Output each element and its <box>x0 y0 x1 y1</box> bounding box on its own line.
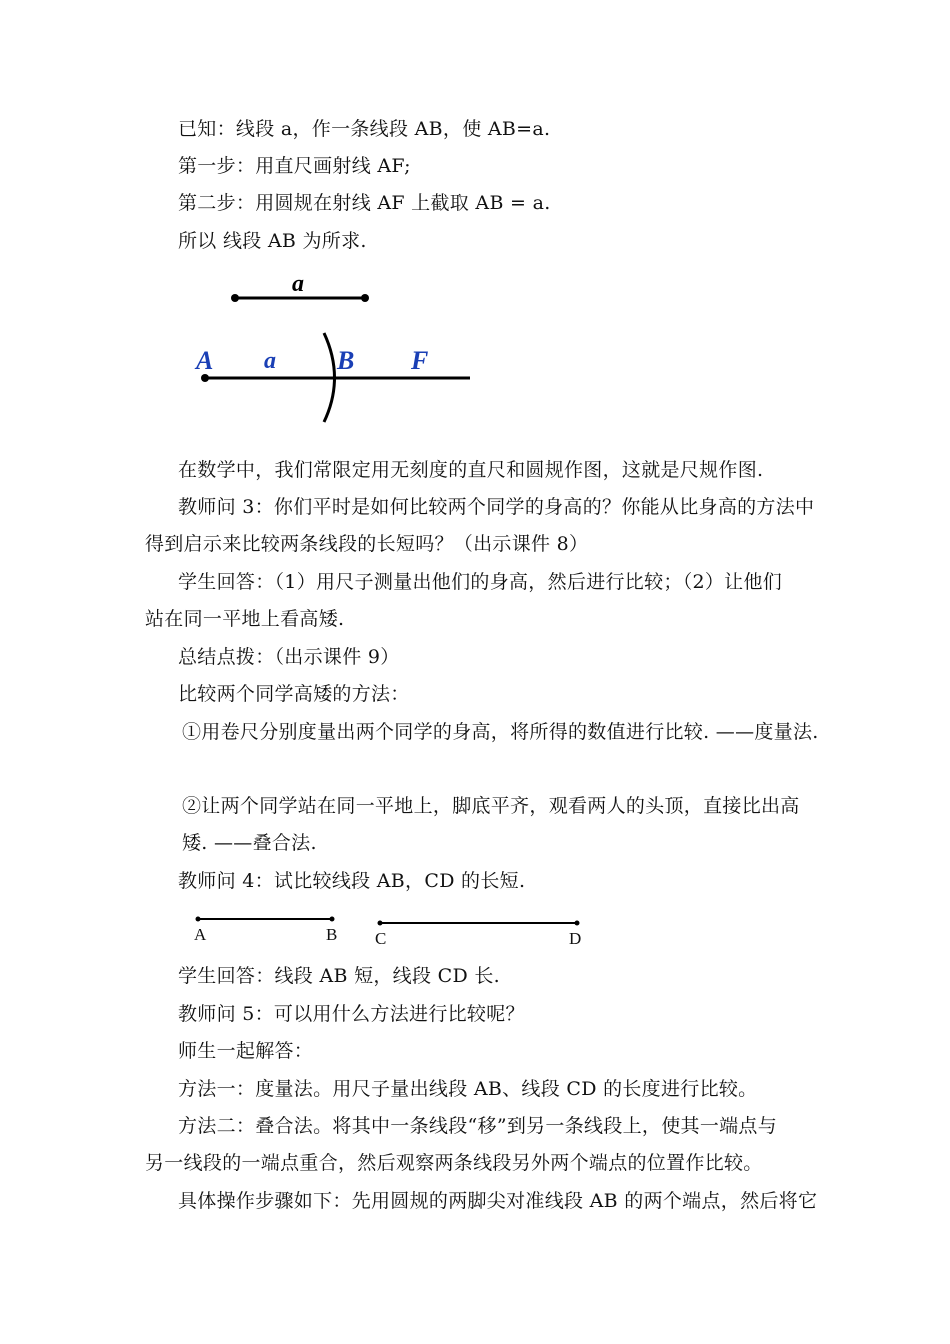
steps-line: 具体操作步骤如下：先用圆规的两脚尖对准线段 AB 的两个端点，然后将它 <box>178 1190 818 1212</box>
method-two-line2: 另一线段的一端点重合，然后观察两条线段另外两个端点的位置作比较。 <box>145 1152 763 1174</box>
point-d-end <box>575 921 580 926</box>
teacher-q3-line2: 得到启示来比较两条线段的长短吗？（出示课件 8） <box>145 533 589 555</box>
methods-heading: 比较两个同学高矮的方法： <box>178 683 410 705</box>
label-seg-A: A <box>194 925 207 944</box>
label-a-blue: a <box>264 348 276 374</box>
label-point-F: F <box>411 346 429 375</box>
joint-answer-line: 师生一起解答： <box>178 1040 314 1062</box>
summary-line: 总结点拨：（出示课件 9） <box>178 646 400 668</box>
label-a-top: a <box>292 271 304 297</box>
label-seg-D: D <box>569 929 582 948</box>
point-a-end <box>196 917 201 922</box>
label-seg-B: B <box>326 925 338 944</box>
given-line: 已知：线段 a，作一条线段 AB，使 AB=a. <box>178 118 551 140</box>
point-c-end <box>378 921 383 926</box>
teacher-q4-line: 教师问 4：试比较线段 AB，CD 的长短. <box>178 870 526 892</box>
label-seg-C: C <box>375 929 387 948</box>
step-one-line: 第一步：用直尺画射线 AF; <box>178 155 411 177</box>
teacher-q5-line: 教师问 5：可以用什么方法进行比较呢？ <box>178 1003 525 1025</box>
label-point-A: A <box>196 346 214 375</box>
point-b-end <box>330 917 335 922</box>
method-measure-line: ①用卷尺分别度量出两个同学的身高，将所得的数值进行比较. ——度量法. <box>182 721 819 743</box>
conclusion-line: 所以 线段 AB 为所求. <box>178 230 367 252</box>
compass-ruler-line: 在数学中，我们常限定用无刻度的直尺和圆规作图，这就是尺规作图. <box>178 459 764 481</box>
student-answer-q4: 学生回答：线段 AB 短，线段 CD 长. <box>178 965 500 987</box>
teacher-q3-line1: 教师问 3：你们平时是如何比较两个同学的身高的？你能从比身高的方法中 <box>178 496 815 518</box>
method-one-line: 方法一：度量法。用尺子量出线段 AB、线段 CD 的长度进行比较。 <box>178 1078 758 1100</box>
student-answer-line1: 学生回答：（1）用尺子测量出他们的身高，然后进行比较；（2）让他们 <box>178 571 783 593</box>
student-answer-line2: 站在同一平地上看高矮. <box>145 608 345 630</box>
method-overlap-line2: 矮. ——叠合法. <box>182 832 317 854</box>
step-two-line: 第二步：用圆规在射线 AF 上截取 AB = a. <box>178 192 551 214</box>
label-point-B: B <box>337 346 355 375</box>
method-overlap-line1: ②让两个同学站在同一平地上，脚底平齐，观看两人的头顶，直接比出高 <box>182 795 800 817</box>
method-two-line1: 方法二：叠合法。将其中一条线段“移”到另一条线段上，使其一端点与 <box>178 1115 778 1137</box>
